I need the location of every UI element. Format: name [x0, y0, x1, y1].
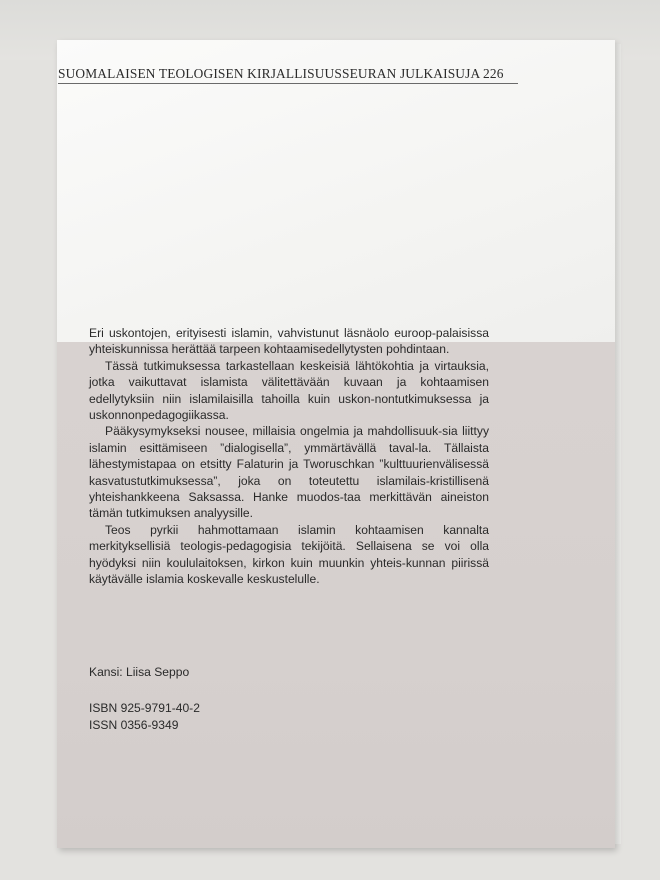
isbn-number: ISBN 925-9791-40-2 [89, 701, 200, 715]
series-title: SUOMALAISEN TEOLOGISEN KIRJALLISUUSSEURAN JULKAISUJA 226 [58, 66, 504, 81]
blurb-paragraph-4: Teos pyrkii hahmottamaan islamin kohtaamisen kannalta merkityksellisiä teologis-pedagogisia tekijöitä. Sellaisena se voi olla hyödyksi niin koululaitoksen, kirkon kuin muunkin yhteis-kunnan piirissä käytävälle islamia koskevalle keskustelulle. [89, 522, 489, 587]
cover-credit: Kansi: Liisa Seppo [89, 665, 190, 679]
series-divider [58, 83, 518, 84]
blurb-paragraph-2: Tässä tutkimuksessa tarkastellaan keskeisiä lähtökohtia ja virtauksia, jotka vaikuttavat islamista välitettävään kuvaan ja kohtaamisen edellytyksiin niin islamilaisilla tahoilla kuin uskon-nontutkimuksessa ja uskonnonpedagogiikassa. [89, 358, 489, 423]
blurb-paragraph-3: Pääkysymykseksi nousee, millaisia ongelmia ja mahdollisuuk-sia liittyy islamin esittämiseen ”dialogisella”, ymmärtävällä taval-la. Tällaista lähestymistapaa on etsitty Falaturin ja Tworuschkan ”kulttuurienvälisessä kasvatustutkimuksessa”, joka on toteutettu islamilais-kristillisenä yhteishankkeena Saksassa. Hanke muodos-taa merkittävän aineiston tämän tutkimuksen analyysille. [89, 424, 489, 521]
blurb-text [89, 325, 489, 588]
issn-number: ISSN 0356-9349 [89, 718, 179, 732]
isbn-block [89, 700, 200, 734]
cover-top-panel [57, 40, 615, 342]
blurb-paragraph-1: Eri uskontojen, erityisesti islamin, vahvistunut läsnäolo euroop-palaisissa yhteiskunnissa herättää tarpeen kohtaamisedellytysten pohdintaan. [89, 326, 489, 357]
cover-edge-shadow [615, 44, 621, 844]
